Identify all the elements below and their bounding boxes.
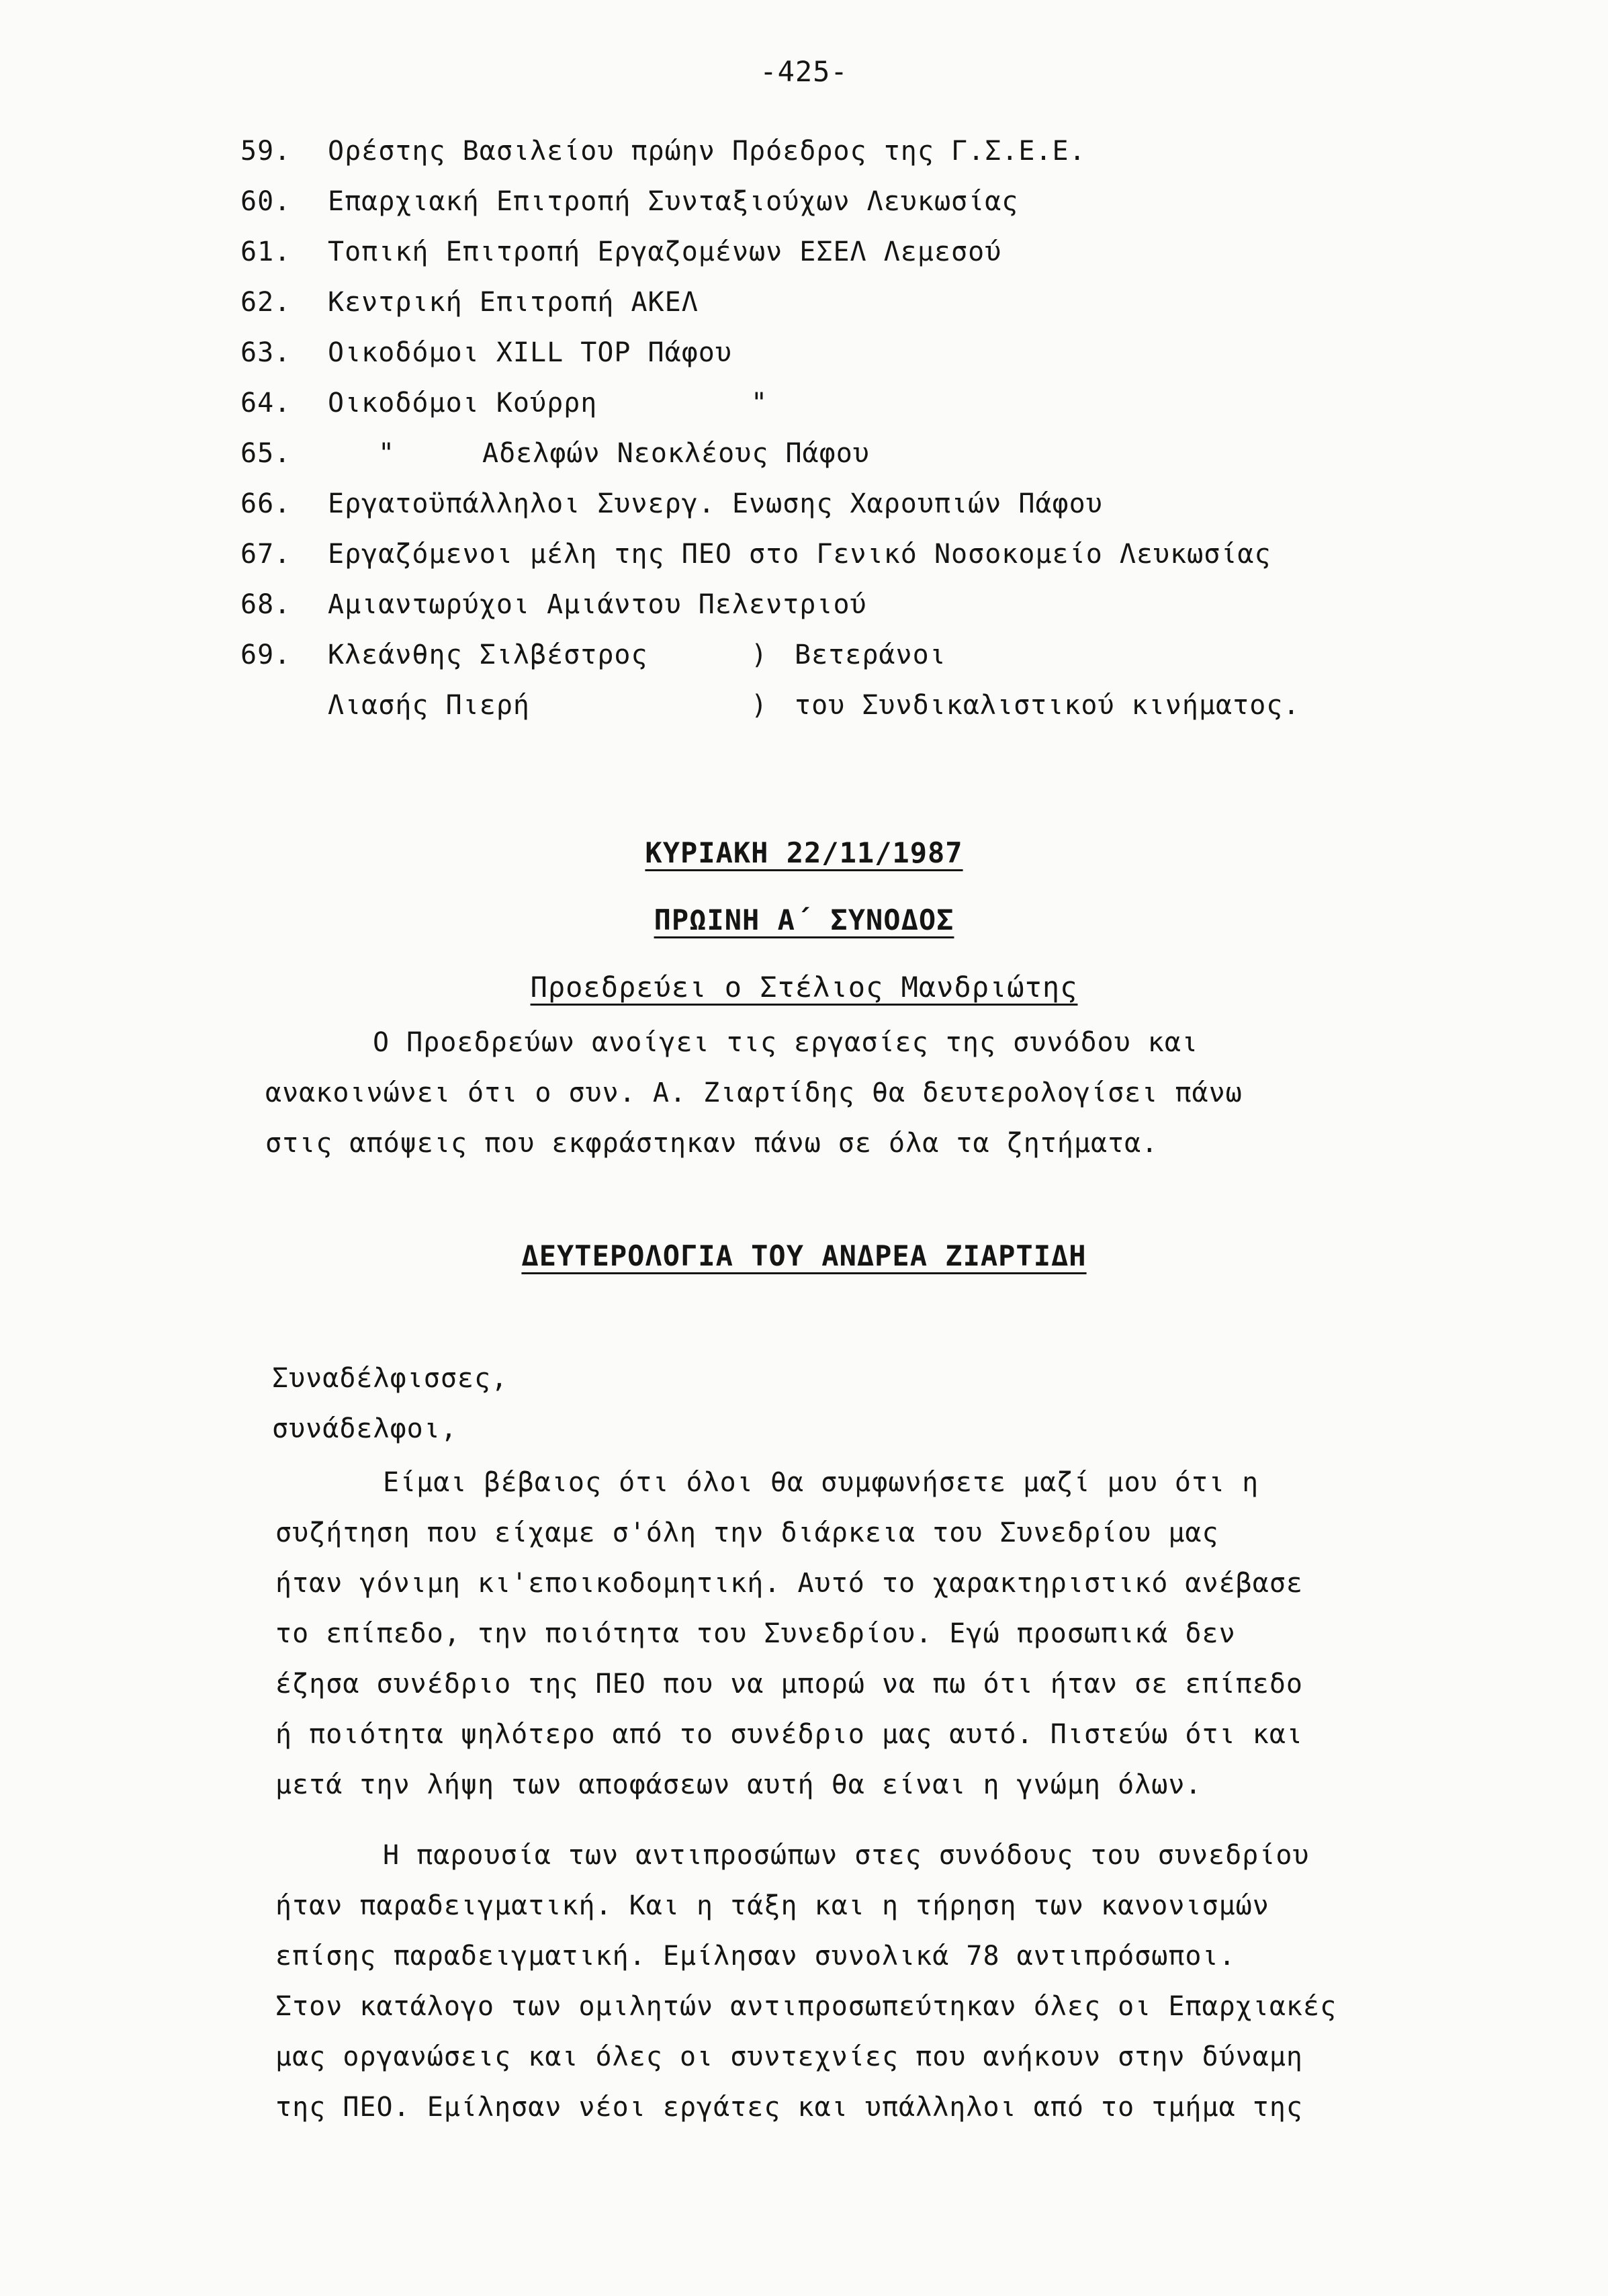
page-number: -425- [760,55,848,88]
bracket-mark: ) [751,639,768,670]
list-item-number: 69. [240,639,292,670]
list-item-text: Ορέστης Βασιλείου πρώην Πρόεδρος της Γ.Σ.Ε.Ε. [328,136,1086,167]
text-line: ανακοινώνει ότι ο συν. Α. Ζιαρτίδης θα δευτερολογίσει πάνω [265,1077,1243,1108]
text-line: Συναδέλφισσες, [272,1363,508,1394]
text-line: ή ποιότητα ψηλότερο από το συνέδριο μας αυτό. Πιστεύω ότι και [275,1719,1304,1750]
list-item-number: 65. [240,438,292,469]
list-item [240,479,1517,529]
list-item-text: Επαρχιακή Επιτροπή Συνταξιούχων Λευκωσίας [328,186,1019,217]
list-item-text: Αμιαντωρύχοι Αμιάντου Πελεντριού [328,589,867,620]
list-item [240,126,1517,177]
text-line: συζήτηση που είχαμε σ'όλη την διάρκεια του Συνεδρίου μας [275,1517,1219,1548]
list-item-text: Οικοδόμοι Κούρρη [328,388,598,418]
paragraph-1 [275,1458,1303,1810]
text-line: συνάδελφοι, [272,1413,457,1444]
list-item-number: 67. [240,539,292,570]
list-item [240,429,1517,479]
text-line: της ΠΕΟ. Εμίλησαν νέοι εργάτες και υπάλληλοι από το τμήμα της [275,2092,1304,2123]
veteran-note: Βετεράνοι [795,639,946,670]
chair-heading-text: Προεδρεύει ο Στέλιος Μανδριώτης [530,971,1078,1004]
list-item [240,630,1517,680]
text-line: μετά την λήψη των αποφάσεων αυτή θα είναι η γνώμη όλων. [275,1769,1202,1800]
list-item-text: Εργαζόμενοι μέλη της ΠΕΟ στο Γενικό Νοσοκομείο Λευκωσίας [328,539,1271,570]
list-item-text: Αδελφών Νεοκλέους Πάφου [482,438,870,469]
list-item-text: Εργατοϋπάλληλοι Συνεργ. Ενωσης Χαρουπιών Πάφου [328,488,1103,519]
list-item [240,328,1517,378]
list-item-continuation [240,680,1517,731]
session-heading-text: ΠΡΩΙΝΗ Α΄ ΣΥΝΟΔΟΣ [654,903,954,936]
ditto-mark: " [751,388,768,418]
list-item-text: Κεντρική Επιτροπή ΑΚΕΛ [328,287,699,318]
date-heading [0,836,1608,869]
session-heading [0,903,1608,936]
list-item-number: 59. [240,136,292,167]
text-line: Ο Προεδρεύων ανοίγει τις εργασίες της συνόδου και [373,1027,1199,1058]
date-heading-text: ΚΥΡΙΑΚΗ 22/11/1987 [645,836,963,869]
text-line: το επίπεδο, την ποιότητα του Συνεδρίου. Εγώ προσωπικά δεν [275,1618,1236,1649]
list-item [240,277,1517,328]
list-item [240,177,1517,227]
text-line: μας οργανώσεις και όλες οι συντεχνίες που ανήκουν στην δύναμη [275,2041,1304,2072]
speech-heading [0,1239,1608,1272]
list-item [240,580,1517,630]
speech-heading-text: ΔΕΥΤΕΡΟΛΟΓΙΑ ΤΟΥ ΑΝΔΡΕΑ ΖΙΑΡΤΙΔΗ [521,1239,1087,1272]
ditto-mark: " [378,438,396,469]
veteran-note: του Συνδικαλιστικού κινήματος. [795,690,1300,721]
intro-paragraph [265,1018,1243,1169]
salutation [272,1354,508,1454]
text-line: έζησα συνέδριο της ΠΕΟ που να μπορώ να πω ότι ήταν σε επίπεδο [275,1669,1304,1699]
list-item-text: Οικοδόμοι XILL TOP Πάφου [328,337,732,368]
list-item [240,378,1517,429]
list-item-number: 63. [240,337,292,368]
text-line: Η παρουσία των αντιπροσώπων στες συνόδους του συνεδρίου [383,1840,1310,1871]
list-item-number: 68. [240,589,292,620]
list-item [240,227,1517,277]
veteran-name: Κλεάνθης Σιλβέστρος [328,639,648,670]
participants-list [240,126,1517,731]
list-item-number: 64. [240,388,292,418]
bracket-mark: ) [751,690,768,721]
list-item-number: 60. [240,186,292,217]
text-line: ήταν παραδειγματική. Και η τάξη και η τήρηση των κανονισμών [275,1890,1269,1921]
list-item [240,529,1517,580]
list-item-number: 66. [240,488,292,519]
chair-heading [0,971,1608,1004]
text-line: Στον κατάλογο των ομιλητών αντιπροσωπεύτηκαν όλες οι Επαρχιακές [275,1991,1337,2022]
text-line: επίσης παραδειγματική. Εμίλησαν συνολικά 78 αντιπρόσωποι. [275,1941,1236,1972]
list-item-number: 62. [240,287,292,318]
text-line: στις απόψεις που εκφράστηκαν πάνω σε όλα τα ζητήματα. [265,1128,1159,1159]
list-item-text: Τοπική Επιτροπή Εργαζομένων ΕΣΕΛ Λεμεσού [328,236,1002,267]
text-line: ήταν γόνιμη κι'εποικοδομητική. Αυτό το χαρακτηριστικό ανέβασε [275,1568,1304,1599]
text-line: Είμαι βέβαιος ότι όλοι θα συμφωνήσετε μαζί μου ότι η [383,1467,1259,1498]
veteran-name: Λιασής Πιερή [328,690,530,721]
paragraph-2 [275,1830,1337,2133]
list-item-number: 61. [240,236,292,267]
